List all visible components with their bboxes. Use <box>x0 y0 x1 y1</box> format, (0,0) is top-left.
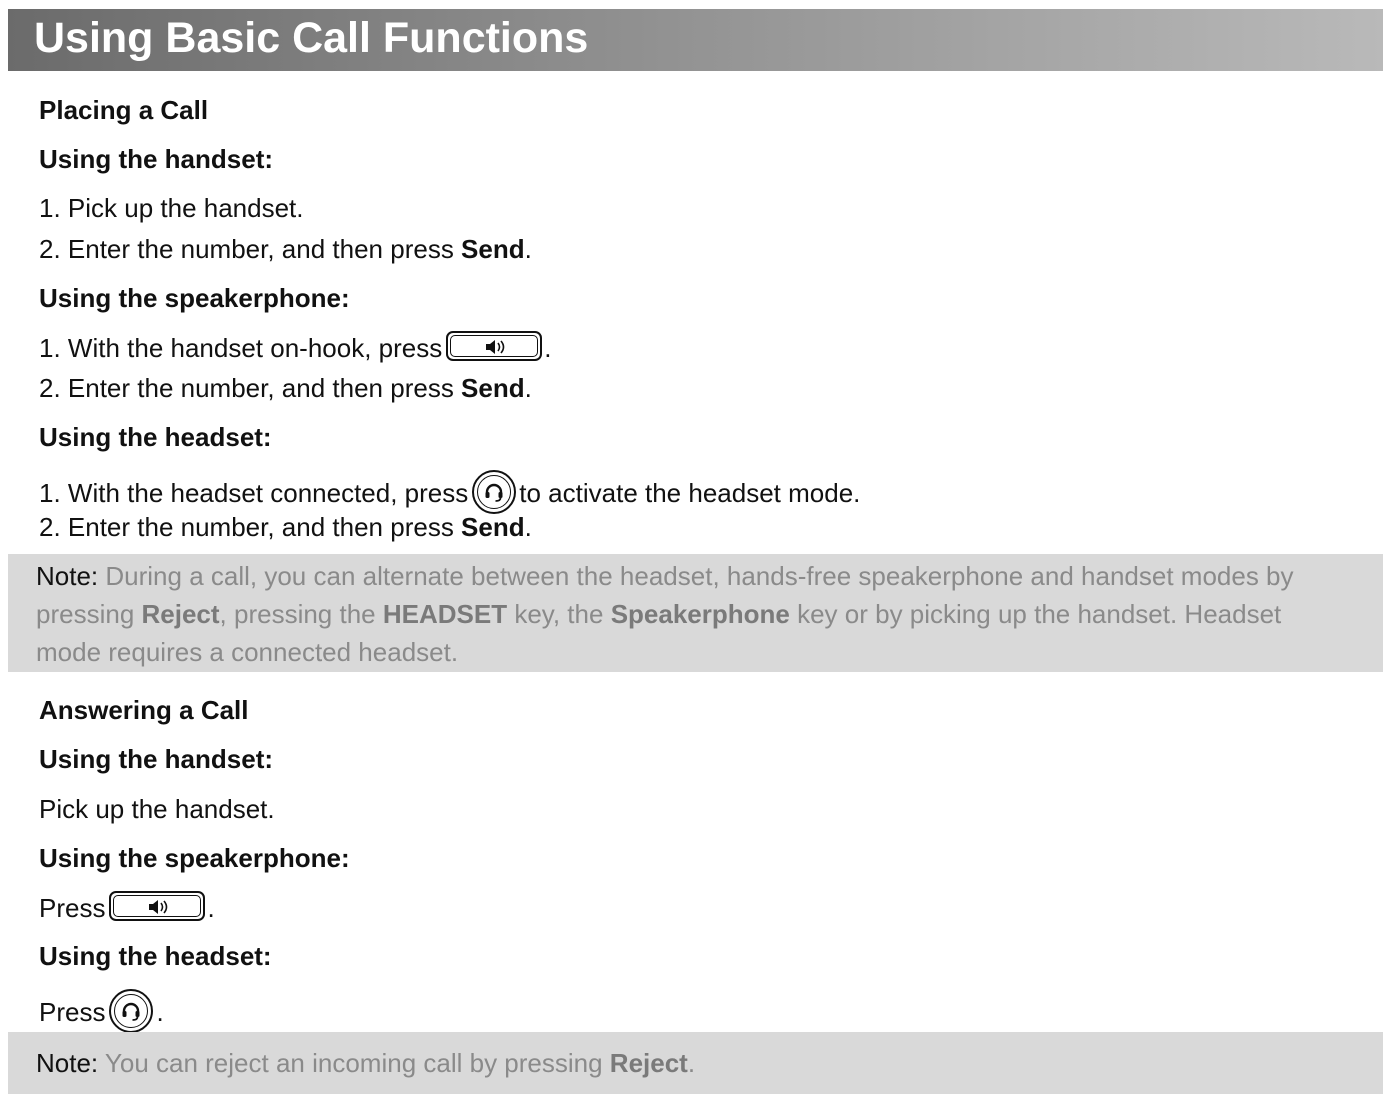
step-text: Press . <box>39 989 164 1033</box>
note-label: Note: <box>36 561 99 591</box>
step-text: 1. Pick up the handset. <box>39 193 304 223</box>
step-text: Pick up the handset. <box>39 794 275 824</box>
note-box <box>8 554 1383 672</box>
title-bar <box>8 9 1383 71</box>
page-title: Using Basic Call Functions <box>34 14 589 62</box>
note-box <box>8 1032 1383 1094</box>
section-heading-placing: Placing a Call <box>39 95 209 125</box>
note-line: Note: You can reject an incoming call by pressing Reject. <box>36 1048 696 1078</box>
note-line: mode requires a connected headset. <box>36 637 459 667</box>
send-key-label: Send <box>461 512 525 542</box>
section-heading-answering: Answering a Call <box>39 695 249 725</box>
headset-icon <box>109 989 153 1033</box>
subheading-speakerphone: Using the speakerphone: <box>39 843 350 873</box>
send-key-label: Send <box>461 234 525 264</box>
step-text: Press . <box>39 893 215 923</box>
step-text: 1. With the headset connected, press to activate the headset mode. <box>39 470 860 514</box>
send-key-label: Send <box>461 373 525 403</box>
step-text: 2. Enter the number, and then press Send. <box>39 373 532 403</box>
note-line: pressing Reject, pressing the HEADSET key, the Speakerphone key or by picking up the handset. Headset <box>36 599 1282 629</box>
step-text: 2. Enter the number, and then press Send. <box>39 234 532 264</box>
step-text: 1. With the handset on-hook, press . <box>39 333 552 363</box>
headset-icon <box>472 470 516 514</box>
subheading-headset: Using the headset: <box>39 422 272 452</box>
speaker-icon <box>109 891 205 921</box>
subheading-handset: Using the handset: <box>39 144 274 174</box>
note-label: Note: <box>36 1048 99 1078</box>
subheading-handset: Using the handset: <box>39 744 274 774</box>
subheading-headset: Using the headset: <box>39 941 272 971</box>
subheading-speakerphone: Using the speakerphone: <box>39 283 350 313</box>
step-text: 2. Enter the number, and then press Send. <box>39 512 532 542</box>
note-line: Note: During a call, you can alternate between the headset, hands-free speakerphone and handset modes by <box>36 561 1294 591</box>
speaker-icon <box>446 331 542 361</box>
